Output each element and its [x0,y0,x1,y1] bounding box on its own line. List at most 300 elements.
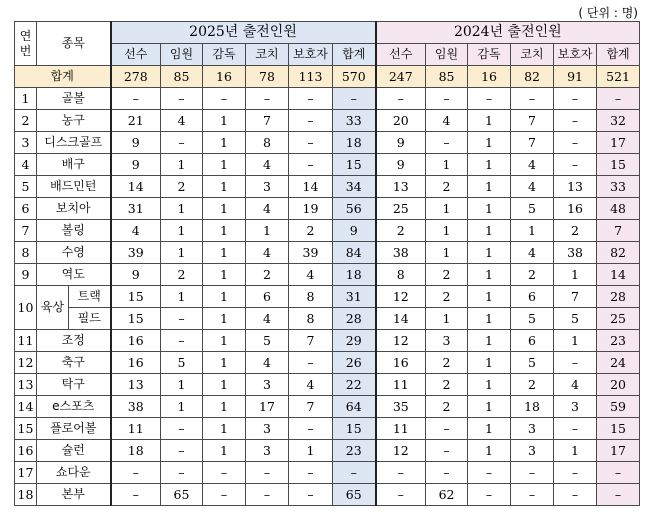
row-no: 3 [15,132,37,154]
value-2025-2: 1 [203,198,246,220]
value-2024-3: 7 [511,110,554,132]
value-2024-2: 1 [468,396,511,418]
table-row [15,440,640,462]
value-2025-2: 1 [203,286,246,308]
col-2025-4: 보호자 [289,44,333,66]
total-2025-2: 16 [203,66,246,88]
value-2025-0: – [111,462,161,484]
value-2024-2: 1 [468,418,511,440]
row-no: 4 [15,154,37,176]
table-row [15,198,640,220]
value-2025-5: – [333,88,376,110]
value-2025-1: 65 [161,484,203,506]
value-2024-5: 15 [597,418,640,440]
total-2025-5: 570 [333,66,376,88]
row-sport: 보치아 [37,198,111,220]
value-2024-4: – [554,110,597,132]
row-sport: 축구 [37,352,111,374]
value-2025-3: 4 [246,198,289,220]
value-2024-2: 1 [468,220,511,242]
value-2024-3: 6 [511,286,554,308]
table-row [15,220,640,242]
value-2025-1: – [161,308,203,330]
table-row [15,176,640,198]
total-2024-5: 521 [597,66,640,88]
value-2024-3: – [511,462,554,484]
value-2024-3: 4 [511,154,554,176]
row-no: 7 [15,220,37,242]
value-2025-4: – [289,154,333,176]
value-2025-4: 7 [289,330,333,352]
value-2024-2: 1 [468,374,511,396]
value-2025-4: 7 [289,396,333,418]
value-2024-3: – [511,484,554,506]
total-2025-4: 113 [289,66,333,88]
value-2024-5: 17 [597,440,640,462]
value-2024-4: 7 [554,286,597,308]
value-2025-4: – [289,418,333,440]
row-no: 8 [15,242,37,264]
value-2024-0: – [376,88,426,110]
row-no: 15 [15,418,37,440]
value-2024-1: – [426,132,468,154]
value-2025-1: 2 [161,176,203,198]
value-2025-4: – [289,88,333,110]
value-2025-3: 4 [246,154,289,176]
row-no: 2 [15,110,37,132]
value-2025-2: – [203,88,246,110]
value-2025-5: 18 [333,132,376,154]
total-label: 합계 [15,66,111,88]
value-2024-2: – [468,484,511,506]
value-2024-5: 23 [597,330,640,352]
value-2025-4: 2 [289,220,333,242]
value-2024-2: 1 [468,264,511,286]
value-2024-3: 4 [511,242,554,264]
value-2025-3: 8 [246,132,289,154]
col-2024-3: 코치 [511,44,554,66]
value-2025-2: 1 [203,308,246,330]
value-2025-2: 1 [203,176,246,198]
value-2025-1: 1 [161,154,203,176]
value-2025-4: – [289,132,333,154]
total-row [15,66,640,88]
value-2025-5: 23 [333,440,376,462]
value-2025-1: – [161,132,203,154]
col-2024-2: 감독 [468,44,511,66]
value-2025-2: 1 [203,242,246,264]
total-2024-4: 91 [554,66,597,88]
total-2024-3: 82 [511,66,554,88]
value-2025-3: 17 [246,396,289,418]
value-2025-5: 28 [333,308,376,330]
value-2024-3: 2 [511,264,554,286]
value-2025-1: – [161,330,203,352]
value-2024-4: 1 [554,440,597,462]
value-2024-1: 1 [426,154,468,176]
value-2024-4: – [554,88,597,110]
value-2025-5: 9 [333,220,376,242]
value-2024-4: 16 [554,198,597,220]
value-2024-2: 1 [468,352,511,374]
row-no: 16 [15,440,37,462]
value-2025-4: 8 [289,286,333,308]
value-2024-3: 18 [511,396,554,418]
value-2025-3: 7 [246,110,289,132]
value-2024-4: – [554,462,597,484]
row-no: 14 [15,396,37,418]
table-row [15,418,640,440]
value-2024-5: 32 [597,110,640,132]
value-2024-2: 1 [468,110,511,132]
total-2025-3: 78 [246,66,289,88]
value-2024-5: 82 [597,242,640,264]
value-2024-2: 1 [468,308,511,330]
value-2024-0: 9 [376,154,426,176]
row-sport: 쇼다운 [37,462,111,484]
value-2025-1: 1 [161,396,203,418]
value-2025-2: – [203,484,246,506]
total-2024-0: 247 [376,66,426,88]
row-sport: 수영 [37,242,111,264]
value-2025-2: 1 [203,396,246,418]
col-2025-0: 선수 [111,44,161,66]
value-2024-3: 5 [511,198,554,220]
value-2025-3: 4 [246,352,289,374]
header-2025: 2025년 출전인원 [111,22,376,44]
total-2024-2: 16 [468,66,511,88]
value-2024-2: – [468,462,511,484]
col-2024-4: 보호자 [554,44,597,66]
value-2024-5: 24 [597,352,640,374]
value-2024-2: 1 [468,198,511,220]
value-2024-5: – [597,88,640,110]
row-sport: 배구 [37,154,111,176]
table-row [15,132,640,154]
value-2025-1: 1 [161,286,203,308]
row-sport: 조정 [37,330,111,352]
value-2025-2: 1 [203,330,246,352]
value-2025-5: – [333,462,376,484]
table-row [15,286,640,308]
table-row [15,264,640,286]
value-2024-0: 38 [376,242,426,264]
value-2024-5: 48 [597,198,640,220]
col-2024-1: 임원 [426,44,468,66]
value-2024-4: – [554,132,597,154]
value-2025-3: 1 [246,220,289,242]
value-2025-2: 1 [203,352,246,374]
value-2024-1: 1 [426,242,468,264]
value-2024-5: – [597,484,640,506]
value-2025-1: – [161,462,203,484]
value-2025-3: 3 [246,176,289,198]
value-2024-3: 3 [511,418,554,440]
value-2025-5: 29 [333,330,376,352]
value-2025-2: 1 [203,220,246,242]
value-2024-3: 3 [511,440,554,462]
value-2024-0: 12 [376,440,426,462]
value-2025-3: 6 [246,286,289,308]
row-sport: 슐런 [37,440,111,462]
value-2025-1: 1 [161,198,203,220]
value-2025-0: 21 [111,110,161,132]
row-no: 11 [15,330,37,352]
header-2024: 2024년 출전인원 [376,22,640,44]
value-2024-0: 25 [376,198,426,220]
value-2024-0: 14 [376,308,426,330]
value-2024-1: 2 [426,352,468,374]
value-2024-1: – [426,440,468,462]
value-2025-3: – [246,88,289,110]
value-2024-4: 5 [554,308,597,330]
value-2025-3: 3 [246,374,289,396]
value-2024-5: 28 [597,286,640,308]
value-2024-1: 2 [426,374,468,396]
value-2024-0: 13 [376,176,426,198]
value-2024-3: 5 [511,352,554,374]
value-2025-2: 1 [203,132,246,154]
value-2025-2: 1 [203,374,246,396]
value-2024-4: – [554,484,597,506]
value-2025-4: – [289,352,333,374]
value-2025-0: – [111,88,161,110]
value-2024-5: 15 [597,154,640,176]
row-no: 12 [15,352,37,374]
value-2024-5: 17 [597,132,640,154]
total-2024-1: 85 [426,66,468,88]
table-row [15,330,640,352]
value-2024-1: 1 [426,220,468,242]
value-2024-2: 1 [468,440,511,462]
value-2025-5: 31 [333,286,376,308]
row-sublabel: 필드 [69,308,111,330]
value-2025-1: 1 [161,374,203,396]
value-2024-3: 4 [511,176,554,198]
value-2024-0: 9 [376,132,426,154]
value-2024-1: – [426,88,468,110]
header-row-1 [15,22,640,44]
row-no: 17 [15,462,37,484]
value-2024-4: – [554,418,597,440]
table-row [15,352,640,374]
value-2024-1: 2 [426,264,468,286]
table-row [15,110,640,132]
value-2024-0: 2 [376,220,426,242]
value-2025-1: 5 [161,352,203,374]
value-2024-5: 14 [597,264,640,286]
value-2024-4: – [554,352,597,374]
value-2025-2: 1 [203,264,246,286]
value-2024-1: 2 [426,176,468,198]
value-2024-2: 1 [468,286,511,308]
value-2024-4: 1 [554,330,597,352]
value-2024-5: 25 [597,308,640,330]
row-no: 5 [15,176,37,198]
value-2025-4: 8 [289,308,333,330]
value-2025-0: 18 [111,440,161,462]
value-2025-4: 4 [289,374,333,396]
value-2025-0: 13 [111,374,161,396]
col-2025-1: 임원 [161,44,203,66]
value-2025-3: 5 [246,330,289,352]
row-sport: 골볼 [37,88,111,110]
value-2024-2: 1 [468,176,511,198]
total-2025-1: 85 [161,66,203,88]
value-2024-4: 2 [554,220,597,242]
value-2024-3: 5 [511,308,554,330]
value-2024-1: – [426,418,468,440]
table-row [15,242,640,264]
row-sport: 농구 [37,110,111,132]
value-2024-1: 3 [426,330,468,352]
value-2025-5: 34 [333,176,376,198]
row-sport: 디스크골프 [37,132,111,154]
value-2024-4: 13 [554,176,597,198]
value-2024-5: 33 [597,176,640,198]
col-2024-5: 합계 [597,44,640,66]
value-2025-2: 1 [203,110,246,132]
value-2025-0: 39 [111,242,161,264]
table-row [15,374,640,396]
row-no: 13 [15,374,37,396]
value-2024-2: – [468,88,511,110]
value-2025-5: 64 [333,396,376,418]
value-2025-4: 39 [289,242,333,264]
col-2025-2: 감독 [203,44,246,66]
value-2024-0: – [376,462,426,484]
value-2024-0: 11 [376,418,426,440]
value-2025-5: 22 [333,374,376,396]
value-2024-4: – [554,154,597,176]
value-2025-5: 15 [333,154,376,176]
value-2024-2: 1 [468,154,511,176]
row-sport: 볼링 [37,220,111,242]
value-2025-5: 15 [333,418,376,440]
value-2025-0: 38 [111,396,161,418]
value-2025-4: – [289,110,333,132]
row-sport: 탁구 [37,374,111,396]
value-2025-4: 1 [289,440,333,462]
value-2024-2: 1 [468,132,511,154]
value-2025-0: 9 [111,264,161,286]
col-2024-0: 선수 [376,44,426,66]
value-2024-1: 2 [426,286,468,308]
value-2025-5: 65 [333,484,376,506]
value-2024-1: – [426,462,468,484]
table-row [15,88,640,110]
value-2025-1: 2 [161,264,203,286]
value-2025-1: – [161,440,203,462]
row-no: 6 [15,198,37,220]
value-2025-0: 9 [111,154,161,176]
table-row [15,396,640,418]
row-no: 18 [15,484,37,506]
value-2024-2: 1 [468,242,511,264]
value-2025-0: – [111,484,161,506]
value-2025-0: 9 [111,132,161,154]
row-no: 9 [15,264,37,286]
table-row [15,462,640,484]
value-2024-3: 7 [511,132,554,154]
table-row [15,308,640,330]
value-2024-1: 1 [426,308,468,330]
value-2025-3: 4 [246,308,289,330]
row-sport: e스포츠 [37,396,111,418]
value-2025-1: 1 [161,242,203,264]
header-sport: 종목 [37,22,111,66]
value-2025-5: 18 [333,264,376,286]
row-sport: 역도 [37,264,111,286]
value-2025-0: 14 [111,176,161,198]
value-2024-1: 1 [426,198,468,220]
value-2025-4: – [289,462,333,484]
value-2024-3: 2 [511,374,554,396]
value-2024-5: 7 [597,220,640,242]
value-2025-5: 26 [333,352,376,374]
table-row [15,154,640,176]
value-2025-3: 3 [246,418,289,440]
value-2024-4: 3 [554,396,597,418]
value-2025-3: – [246,484,289,506]
value-2025-1: – [161,88,203,110]
value-2024-4: 1 [554,264,597,286]
value-2024-0: 20 [376,110,426,132]
value-2025-0: 4 [111,220,161,242]
value-2025-4: 4 [289,264,333,286]
value-2025-3: 2 [246,264,289,286]
value-2025-1: – [161,418,203,440]
value-2025-1: 4 [161,110,203,132]
value-2024-0: 8 [376,264,426,286]
value-2024-0: 35 [376,396,426,418]
value-2025-0: 31 [111,198,161,220]
value-2025-2: 1 [203,154,246,176]
value-2025-4: 19 [289,198,333,220]
value-2024-5: 20 [597,374,640,396]
value-2025-0: 15 [111,286,161,308]
value-2024-0: – [376,484,426,506]
value-2024-4: 4 [554,374,597,396]
row-no: 1 [15,88,37,110]
value-2025-2: 1 [203,440,246,462]
value-2024-0: 16 [376,352,426,374]
value-2024-2: 1 [468,330,511,352]
value-2025-3: 4 [246,242,289,264]
value-2024-3: 1 [511,220,554,242]
value-2025-5: 56 [333,198,376,220]
row-sport: 플로어볼 [37,418,111,440]
table-row [15,484,640,506]
unit-label: ( 단위 : 명) [578,6,638,20]
row-no: 10 [15,286,37,330]
value-2024-3: – [511,88,554,110]
value-2025-5: 33 [333,110,376,132]
header-no: 연 번 [15,22,37,66]
row-sport: 본부 [37,484,111,506]
value-2025-3: – [246,462,289,484]
value-2025-0: 16 [111,330,161,352]
value-2024-0: 12 [376,286,426,308]
value-2025-0: 11 [111,418,161,440]
value-2024-0: 12 [376,330,426,352]
value-2024-1: 62 [426,484,468,506]
total-2025-0: 278 [111,66,161,88]
row-sport: 배드민턴 [37,176,111,198]
row-sublabel: 트랙 [69,286,111,308]
value-2025-4: 14 [289,176,333,198]
row-sport: 육상 [37,286,69,330]
